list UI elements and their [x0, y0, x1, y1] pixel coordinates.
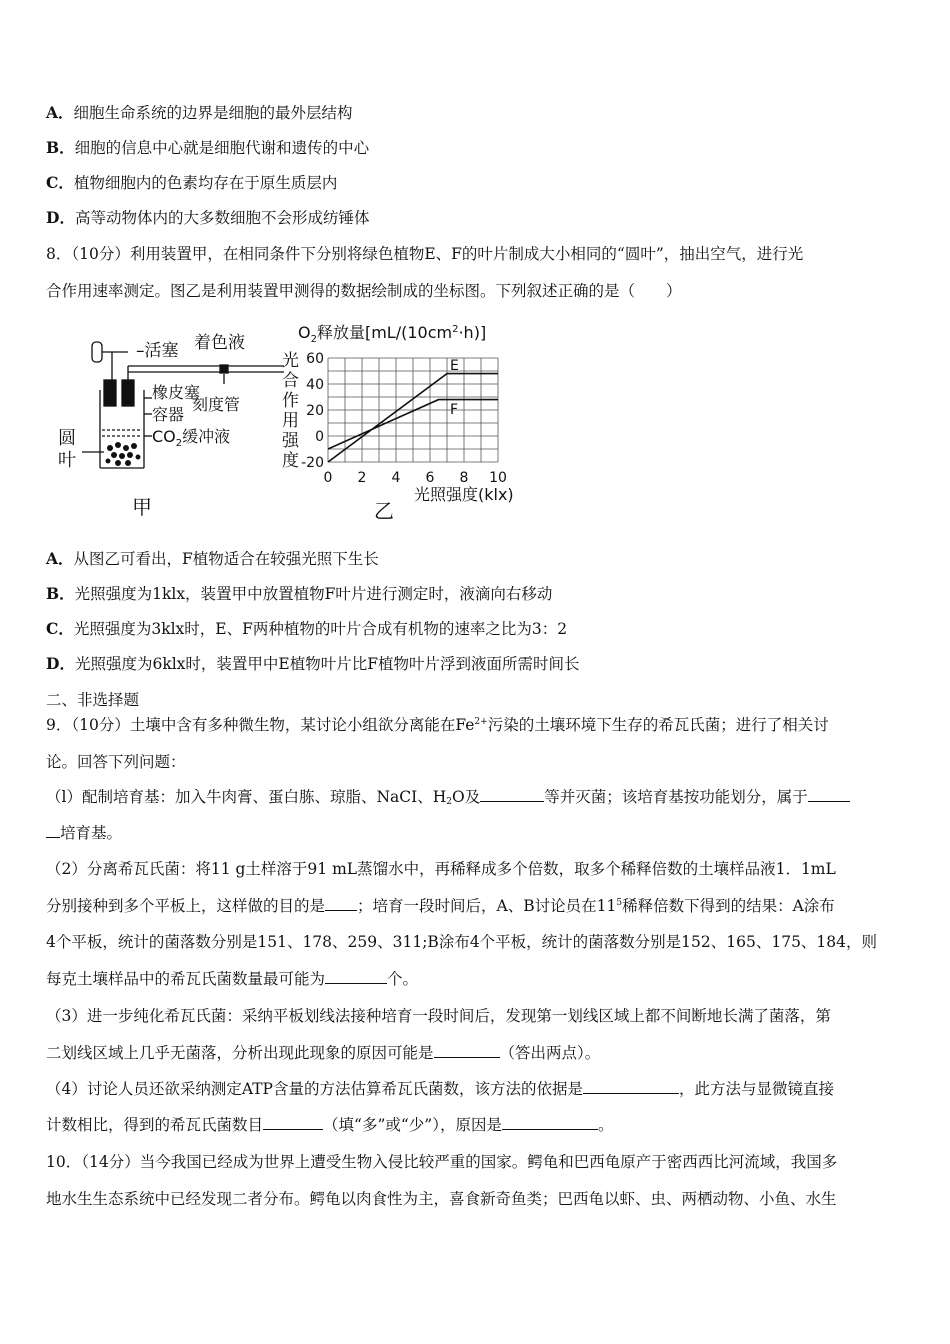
dye-drop [220, 365, 228, 373]
y-axis-label-char: 度 [282, 451, 299, 471]
option-text: 细胞生命系统的边界是细胞的最外层结构 [73, 104, 353, 122]
x-tick: 8 [459, 470, 469, 486]
question-8-stem-line1: 8．（10分）利用装置甲，在相同条件下分别将绿色植物E、F的叶片制成大小相同的“圆叶”，抽出空气，进行光 [46, 245, 804, 263]
option-key: A． [46, 549, 74, 568]
option-text: 从图乙可看出，F植物适合在较强光照下生长 [73, 550, 379, 568]
label-dye: 着色液 [194, 333, 245, 353]
option-text: 光照强度为6klx时，装置甲中E植物叶片比F植物叶片浮到液面所需时间长 [74, 655, 580, 673]
y-tick: 0 [315, 429, 324, 445]
x-tick: 6 [425, 470, 435, 486]
graph-title: $O_2$释放量$[mL/(10cm^2\cdot h)]$ [298, 323, 487, 345]
option-key: A． [46, 103, 74, 122]
option-text: 光照强度为3klx时，E、F两种植物的叶片合成有机物的速率之比为3：2 [73, 620, 568, 638]
option-8a [46, 548, 906, 570]
figure-svg [52, 318, 552, 530]
x-tick: 10 [489, 470, 507, 486]
question-9-part4-line2: 计数相比，得到的希瓦氏菌数目 （填“多”或“少”），原因是 。 [46, 1116, 614, 1134]
option-8d [46, 653, 906, 675]
option-8b [46, 583, 906, 605]
option-key: C． [46, 619, 74, 638]
x-tick: 2 [357, 470, 367, 486]
y-tick: 20 [306, 403, 324, 419]
label-container: 容器 [152, 405, 185, 424]
label-disc-1: 圆 [58, 428, 76, 449]
series-f-label: F [450, 402, 459, 418]
apparatus-labels [58, 333, 245, 519]
question-9-part1-cont: 培育基。 [46, 822, 906, 844]
option-text: 细胞的信息中心就是细胞代谢和遗传的中心 [74, 139, 370, 157]
question-10-line2: 地水生生态系统中已经发现二者分布。鳄龟以肉食性为主，喜食新奇鱼类；巴西龟以虾、虫、两栖动物、小鱼、水生 [46, 1190, 837, 1208]
caption-jia: 甲 [132, 495, 152, 519]
answer-blank[interactable] [434, 1043, 500, 1058]
option-text: 光照强度为1klx，装置甲中放置植物F叶片进行测定时，液滴向右移动 [74, 585, 553, 603]
option-7b [46, 137, 906, 159]
label-disc-2: 叶 [58, 450, 76, 471]
label-rubber: 橡皮塞 [152, 383, 201, 402]
option-text: 植物细胞内的色素均存在于原生质层内 [73, 174, 338, 192]
answer-blank[interactable] [46, 823, 60, 838]
answer-blank[interactable] [808, 787, 850, 802]
option-8c [46, 618, 906, 640]
answer-blank[interactable] [480, 787, 544, 802]
question-9-part2-line1: （2）分离希瓦氏菌：将11 g土样溶于91 mL蒸馏水中，再稀释成多个倍数，取多个稀释倍数的土壤样品液1．1mL [46, 860, 836, 878]
question-9-part1: （l）配制培育基：加入牛肉膏、蛋白胨、琼脂、NaCI、$H_2O$及 等并灭菌；该培育基按功能划分，属于 [46, 786, 906, 808]
x-axis-label: 光照强度(klx) [414, 485, 514, 504]
question-9-line1: 9．（10分）土壤中含有多种微生物，某讨论小组欲分离能在$Fe^{2+}$污染的土壤环境下生存的希瓦氏菌；进行了相关讨 [46, 716, 829, 734]
answer-blank[interactable] [325, 969, 387, 984]
option-7c [46, 172, 906, 194]
question-9-part2-line4: 每克土壤样品中的希瓦氏菌数量最可能为 个。 [46, 970, 419, 988]
x-tick: 4 [391, 470, 401, 486]
option-key: D． [46, 654, 75, 673]
label-scale: 刻度管 [192, 395, 241, 414]
question-9-part2-line3: 4个平板，统计的菌落数分别是151、178、259、311;B涂布4个平板，统计的菌落数分别是152、165、175、184，则 [46, 933, 878, 951]
y-tick: -20 [301, 455, 324, 471]
section-heading: 二、非选择题 [46, 691, 140, 709]
answer-blank[interactable] [502, 1115, 598, 1130]
y-axis-label-char: 作 [282, 391, 299, 411]
answer-blank[interactable] [583, 1079, 679, 1094]
answer-blank[interactable] [325, 896, 357, 911]
option-7d [46, 207, 906, 229]
answer-blank[interactable] [263, 1115, 323, 1130]
question-8-figure [52, 318, 552, 530]
option-key: B． [46, 138, 75, 157]
x-tick: 0 [323, 470, 333, 486]
question-9-part3-line2: 二划线区域上几乎无菌落，分析出现此现象的原因可能是 （答出两点）。 [46, 1044, 601, 1062]
option-key: C． [46, 173, 74, 192]
question-10-line1: 10．（14分）当今我国已经成为世界上遭受生物入侵比较严重的国家。鳄龟和巴西龟原产于密西西比河流域，我国多 [46, 1153, 838, 1171]
y-axis-label-char: 强 [282, 431, 299, 451]
series-e-label: E [450, 358, 459, 374]
caption-yi: 乙 [374, 499, 394, 523]
y-axis-label-char: 用 [282, 411, 299, 431]
option-key: B． [46, 584, 75, 603]
y-tick: 40 [306, 377, 324, 393]
piston-handle [92, 342, 102, 362]
option-7a [46, 102, 906, 124]
question-9-part2-line2: 分别接种到多个平板上，这样做的目的是 ；培育一段时间后，A、B讨论员在$11^5$稀释倍数下得到的结果：A涂布 [46, 897, 835, 915]
label-buffer: $CO_2$缓冲液 [152, 427, 231, 449]
y-axis-label-char: 合 [282, 371, 299, 391]
y-axis-label-char: 光 [282, 351, 299, 371]
option-key: D． [46, 208, 75, 227]
question-9-part3-line1: （3）进一步纯化希瓦氏菌：采纳平板划线法接种培育一段时间后，发现第一划线区域上都不间断地长满了菌落，第 [46, 1007, 831, 1025]
question-9-line2: 论。回答下列问题： [46, 753, 186, 771]
question-9-part4-line1: （4）讨论人员还欲采纳测定ATP含量的方法估算希瓦氏菌数，该方法的依据是 ，此方法与显微镜直接 [46, 1080, 834, 1098]
rubber-stopper-right [122, 380, 134, 406]
question-8-stem-line2: 合作用速率测定。图乙是利用装置甲测得的数据绘制成的坐标图。下列叙述正确的是（ ） [46, 282, 682, 300]
label-piston: –活塞 [136, 341, 179, 361]
rubber-stopper-left [104, 380, 116, 406]
leaf-discs [106, 442, 141, 466]
option-text: 高等动物体内的大多数细胞不会形成纺锤体 [74, 209, 370, 227]
graph-yi [282, 323, 514, 523]
y-tick: 60 [306, 351, 324, 367]
